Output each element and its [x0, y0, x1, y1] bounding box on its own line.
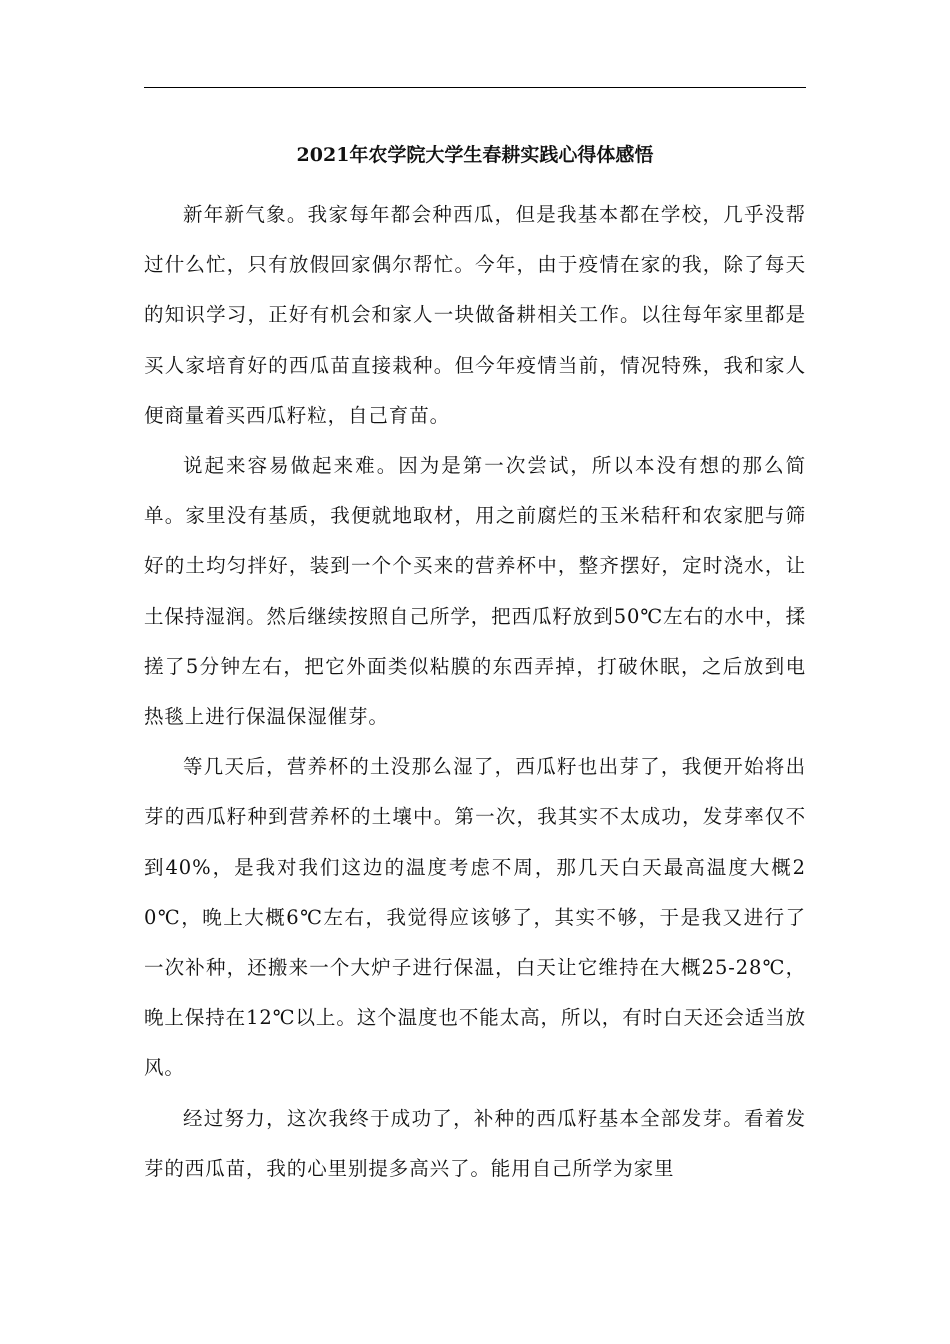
document-body — [144, 190, 806, 1194]
paragraph-3: 等几天后，营养杯的土没那么湿了，西瓜籽也出芽了，我便开始将出芽的西瓜籽种到营养杯的土壤中。第一次，我其实不太成功，发芽率仅不到40%，是我对我们这边的温度考虑不周，那几天白天最高温度大概20℃，晚上大概6℃左右，我觉得应该够了，其实不够，于是我又进行了一次补种，还搬来一个大炉子进行保温，白天让它维持在大概25-28℃，晚上保持在12℃以上。这个温度也不能太高，所以，有时白天还会适当放风。 — [144, 755, 806, 1080]
paragraph-1: 新年新气象。我家每年都会种西瓜，但是我基本都在学校，几乎没帮过什么忙，只有放假回家偶尔帮忙。今年，由于疫情在家的我，除了每天的知识学习，正好有机会和家人一块做备耕相关工作。以往每年家里都是买人家培育好的西瓜苗直接栽种。但今年疫情当前，情况特殊，我和家人便商量着买西瓜籽粒，自己育苗。 — [144, 203, 806, 427]
paragraph-2: 说起来容易做起来难。因为是第一次尝试，所以本没有想的那么简单。家里没有基质，我便就地取材，用之前腐烂的玉米秸秆和农家肥与筛好的土均匀拌好，装到一个个买来的营养杯中，整齐摆好，定时浇水，让土保持湿润。然后继续按照自己所学，把西瓜籽放到50℃左右的水中，揉搓了5分钟左右，把它外面类似粘膜的东西弄掉，打破休眠，之后放到电热毯上进行保温保湿催芽。 — [144, 454, 806, 729]
document-title: 2021年农学院大学生春耕实践心得体感悟 — [296, 144, 654, 166]
header-rule — [144, 87, 806, 88]
paragraph-4: 经过努力，这次我终于成功了，补种的西瓜籽基本全部发芽。看着发芽的西瓜苗，我的心里别提多高兴了。能用自己所学为家里 — [144, 1106, 806, 1180]
